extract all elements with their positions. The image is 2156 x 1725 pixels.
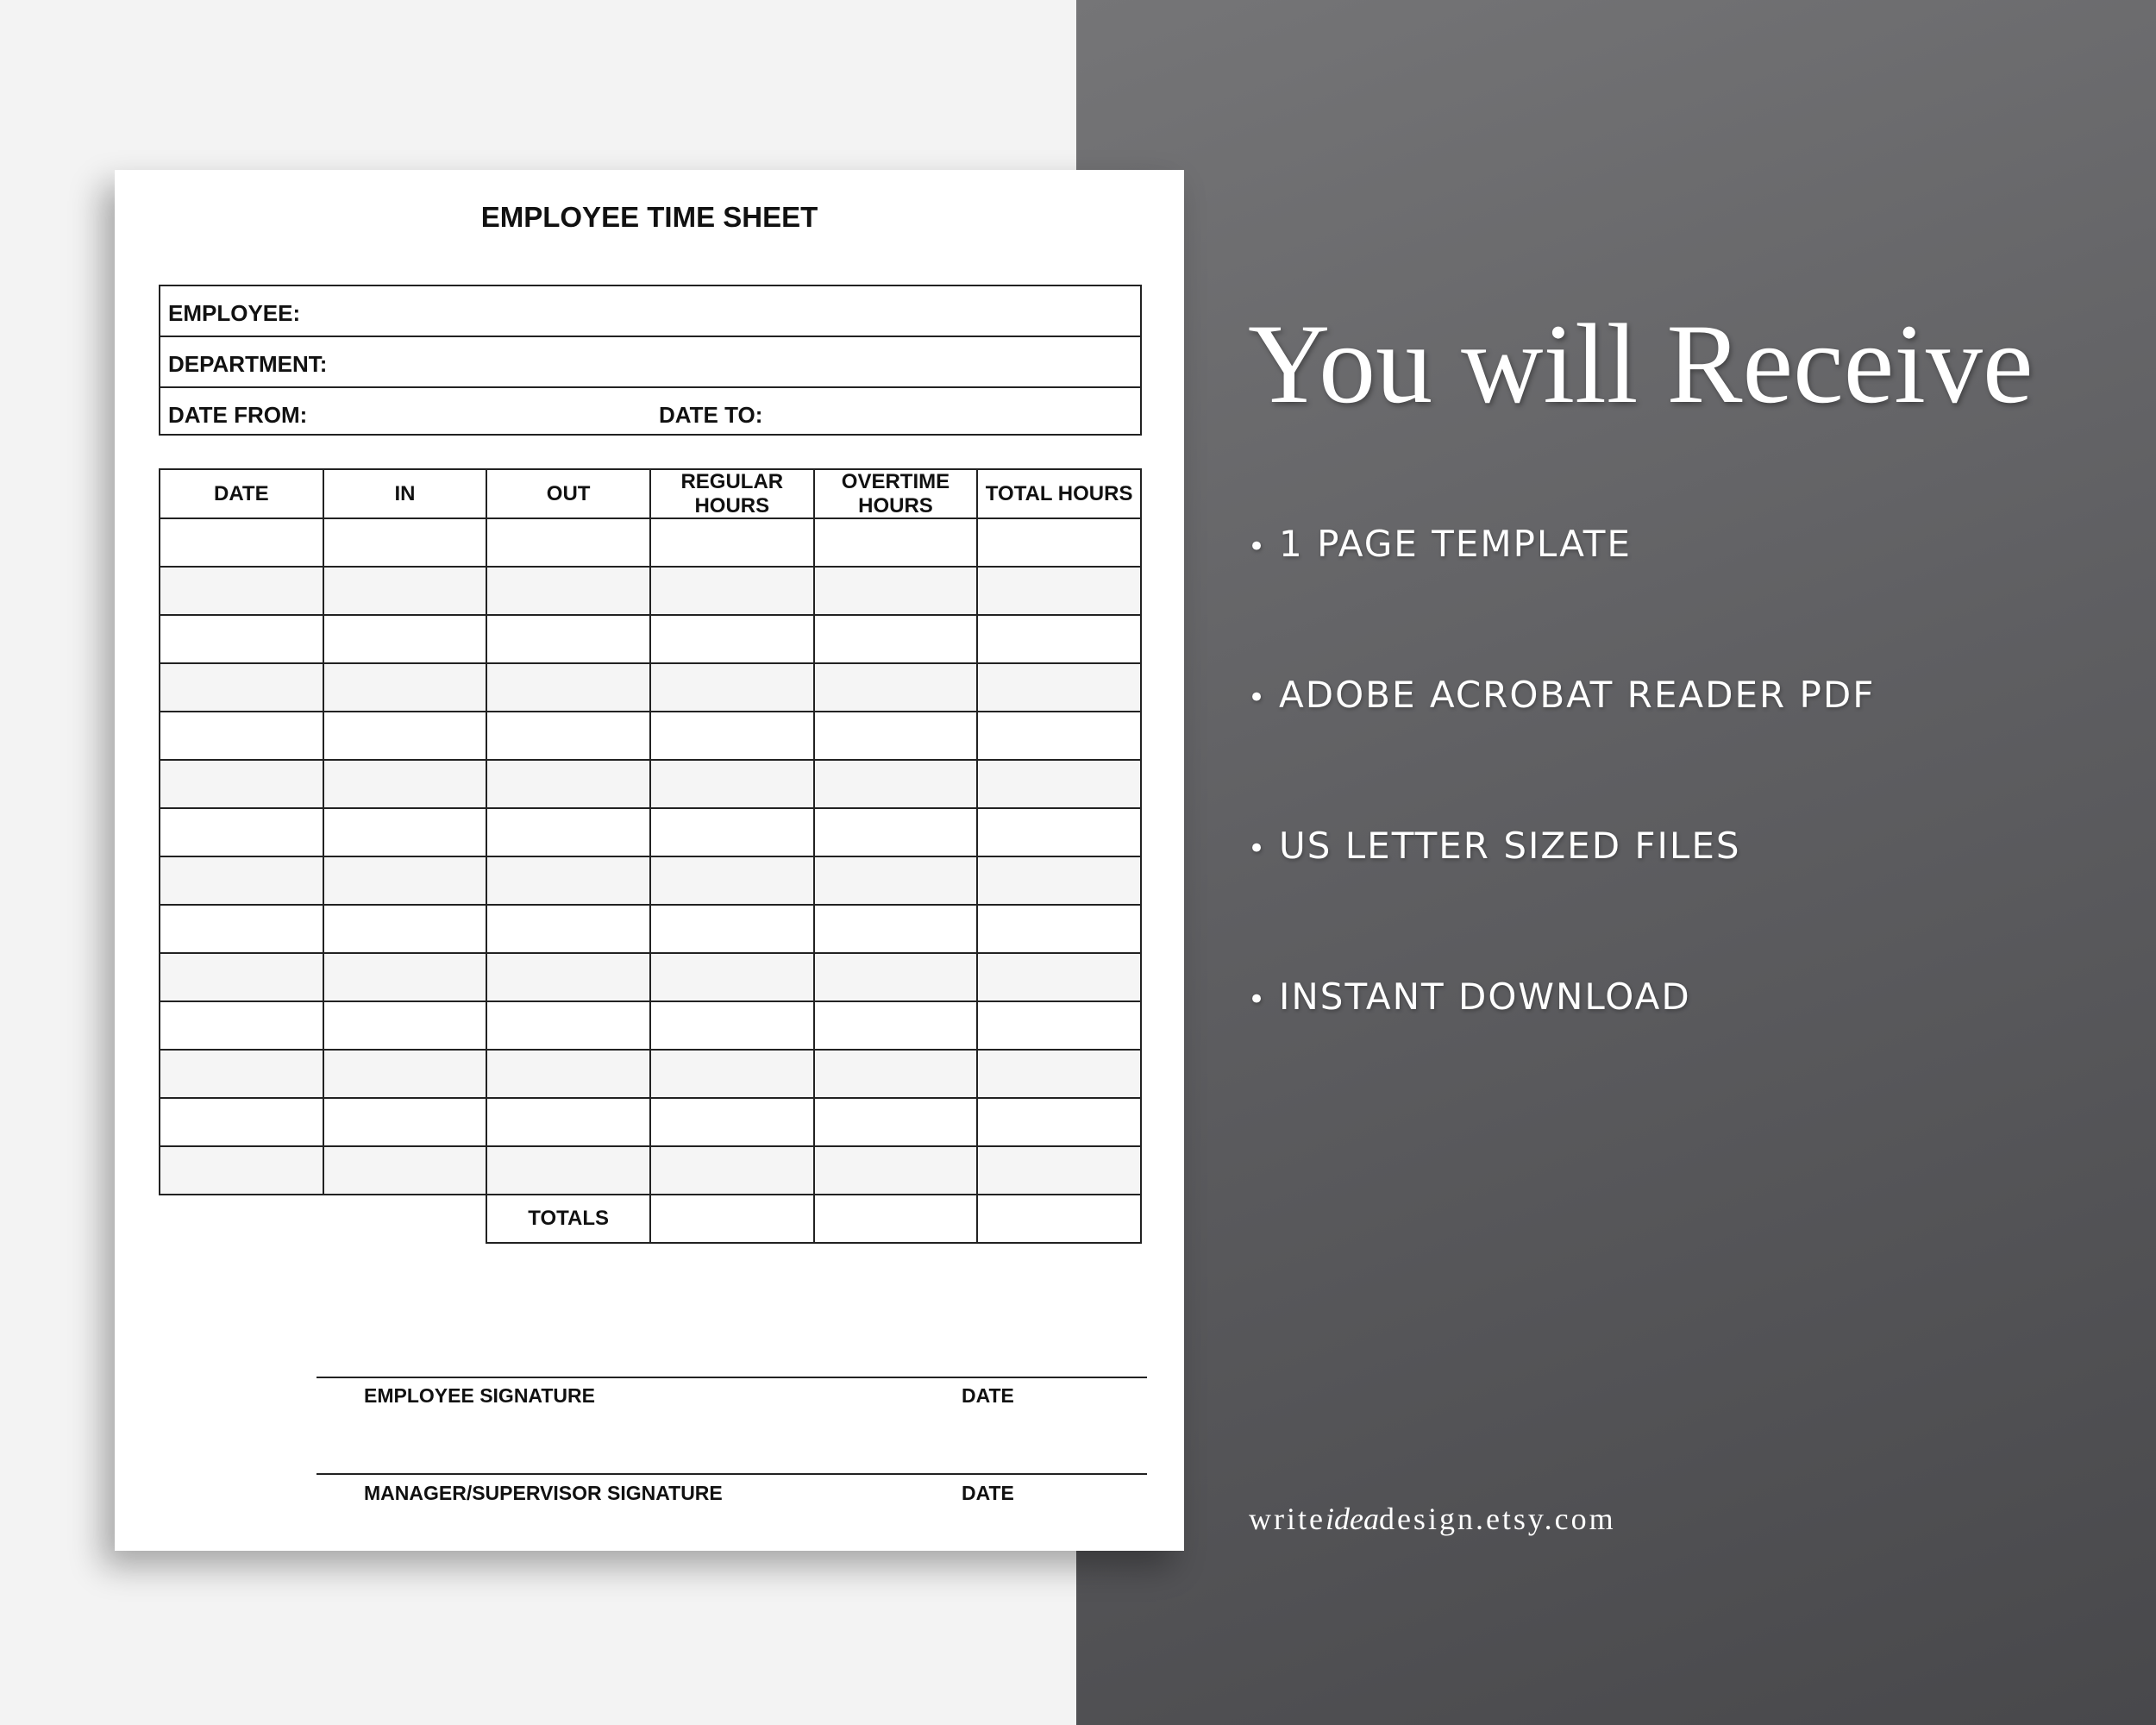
totals-spacer <box>160 1195 486 1243</box>
table-cell <box>486 1146 650 1195</box>
employee-label: EMPLOYEE: <box>168 300 301 326</box>
header-out: OUT <box>486 469 650 518</box>
table-cell <box>650 1098 814 1146</box>
table-cell <box>814 1050 978 1098</box>
table-cell <box>977 905 1141 953</box>
site-suffix: design.etsy.com <box>1378 1502 1616 1536</box>
manager-signature-line <box>317 1473 1147 1475</box>
table-cell <box>650 808 814 856</box>
table-cell <box>650 953 814 1001</box>
promo-item-text: INSTANT DOWNLOAD <box>1279 975 1691 1018</box>
table-cell <box>650 1146 814 1195</box>
table-cell <box>160 1050 323 1098</box>
promo-item-text: 1 PAGE TEMPLATE <box>1279 523 1632 565</box>
table-cell <box>323 518 487 567</box>
table-cell <box>160 905 323 953</box>
promo-item <box>1248 523 1632 565</box>
table-cell <box>814 1001 978 1050</box>
table-cell <box>814 615 978 663</box>
bullet-icon: • <box>1248 530 1268 564</box>
bullet-icon: • <box>1248 831 1268 866</box>
table-cell <box>814 567 978 615</box>
totals-cell <box>650 1195 814 1243</box>
header-in: IN <box>323 469 487 518</box>
table-row <box>160 1146 1141 1195</box>
timesheet-table <box>159 468 1142 1244</box>
header-overtime-hours: OVERTIME HOURS <box>814 469 978 518</box>
table-cell <box>323 663 487 712</box>
table-cell <box>160 567 323 615</box>
table-cell <box>323 712 487 760</box>
timesheet-page <box>115 170 1184 1551</box>
table-cell <box>814 663 978 712</box>
table-cell <box>650 905 814 953</box>
table-cell <box>323 615 487 663</box>
date-to-label: DATE TO: <box>659 402 763 428</box>
table-cell <box>977 760 1141 808</box>
totals-row <box>160 1195 1141 1243</box>
table-cell <box>814 905 978 953</box>
table-cell <box>323 1146 487 1195</box>
table-cell <box>486 712 650 760</box>
table-cell <box>977 1146 1141 1195</box>
employee-signature-label: EMPLOYEE SIGNATURE <box>364 1384 595 1407</box>
manager-signature-label: MANAGER/SUPERVISOR SIGNATURE <box>364 1482 723 1504</box>
table-row <box>160 1001 1141 1050</box>
table-cell <box>650 712 814 760</box>
header-regular-hours: REGULAR HOURS <box>650 469 814 518</box>
table-cell <box>160 615 323 663</box>
table-cell <box>323 856 487 905</box>
table-cell <box>814 1098 978 1146</box>
table-cell <box>650 1050 814 1098</box>
table-cell <box>977 1001 1141 1050</box>
table-cell <box>160 1001 323 1050</box>
table-cell <box>486 953 650 1001</box>
table-cell <box>814 856 978 905</box>
table-cell <box>977 1098 1141 1146</box>
promo-item <box>1248 674 1875 716</box>
table-cell <box>160 760 323 808</box>
table-cell <box>814 1146 978 1195</box>
employee-info-box <box>159 285 1142 436</box>
table-cell <box>977 1050 1141 1098</box>
table-cell <box>160 518 323 567</box>
table-cell <box>977 808 1141 856</box>
table-cell <box>486 760 650 808</box>
employee-signature-date-label: DATE <box>962 1384 1014 1407</box>
table-cell <box>486 1050 650 1098</box>
table-header-row <box>160 469 1141 518</box>
totals-cell <box>977 1195 1141 1243</box>
table-cell <box>160 856 323 905</box>
table-row <box>160 953 1141 1001</box>
department-row <box>160 337 1140 388</box>
promo-item-text: US LETTER SIZED FILES <box>1279 825 1741 867</box>
table-cell <box>486 905 650 953</box>
table-row <box>160 808 1141 856</box>
table-cell <box>486 567 650 615</box>
table-cell <box>977 953 1141 1001</box>
promo-title: You will Receive <box>1248 300 2034 427</box>
manager-signature-date-label: DATE <box>962 1482 1014 1504</box>
table-cell <box>160 712 323 760</box>
table-cell <box>650 663 814 712</box>
table-cell <box>977 615 1141 663</box>
table-row <box>160 856 1141 905</box>
site-middle: idea <box>1325 1502 1379 1536</box>
website-logo <box>1249 1501 1616 1537</box>
table-cell <box>650 518 814 567</box>
table-cell <box>160 1146 323 1195</box>
date-range-row <box>160 388 1140 437</box>
table-row <box>160 615 1141 663</box>
table-row <box>160 1098 1141 1146</box>
employee-row <box>160 286 1140 337</box>
table-cell <box>323 760 487 808</box>
table-cell <box>160 808 323 856</box>
table-cell <box>160 953 323 1001</box>
table-cell <box>323 1050 487 1098</box>
bullet-icon: • <box>1248 681 1268 715</box>
table-row <box>160 905 1141 953</box>
table-cell <box>486 808 650 856</box>
promo-item-text: ADOBE ACROBAT READER PDF <box>1279 674 1876 716</box>
table-row <box>160 1050 1141 1098</box>
table-cell <box>323 808 487 856</box>
table-cell <box>323 905 487 953</box>
table-row <box>160 567 1141 615</box>
table-cell <box>323 567 487 615</box>
department-label: DEPARTMENT: <box>168 351 328 377</box>
table-cell <box>977 567 1141 615</box>
header-date: DATE <box>160 469 323 518</box>
table-cell <box>486 518 650 567</box>
table-cell <box>977 712 1141 760</box>
table-cell <box>160 1098 323 1146</box>
table-cell <box>323 1098 487 1146</box>
table-row <box>160 760 1141 808</box>
table-cell <box>977 856 1141 905</box>
header-total-hours: TOTAL HOURS <box>977 469 1141 518</box>
table-cell <box>650 567 814 615</box>
table-body <box>160 518 1141 1243</box>
table-cell <box>977 663 1141 712</box>
table-cell <box>486 856 650 905</box>
table-cell <box>814 760 978 808</box>
table-cell <box>486 663 650 712</box>
bullet-icon: • <box>1248 982 1268 1017</box>
table-cell <box>650 1001 814 1050</box>
totals-cell <box>814 1195 978 1243</box>
table-cell <box>486 615 650 663</box>
sheet-title: EMPLOYEE TIME SHEET <box>480 201 818 233</box>
totals-label: TOTALS <box>486 1195 650 1243</box>
table-cell <box>814 953 978 1001</box>
promo-item <box>1248 975 1691 1018</box>
table-cell <box>650 856 814 905</box>
table-row <box>160 712 1141 760</box>
table-row <box>160 518 1141 567</box>
promo-item <box>1248 825 1741 867</box>
table-cell <box>486 1098 650 1146</box>
employee-signature-line <box>317 1377 1147 1378</box>
table-cell <box>486 1001 650 1050</box>
table-row <box>160 663 1141 712</box>
table-cell <box>650 615 814 663</box>
table-cell <box>323 1001 487 1050</box>
site-prefix: write <box>1249 1502 1326 1536</box>
table-cell <box>650 760 814 808</box>
table-cell <box>814 518 978 567</box>
table-cell <box>323 953 487 1001</box>
table-cell <box>977 518 1141 567</box>
date-from-label: DATE FROM: <box>168 402 308 428</box>
table-cell <box>814 712 978 760</box>
table-cell <box>160 663 323 712</box>
table-cell <box>814 808 978 856</box>
